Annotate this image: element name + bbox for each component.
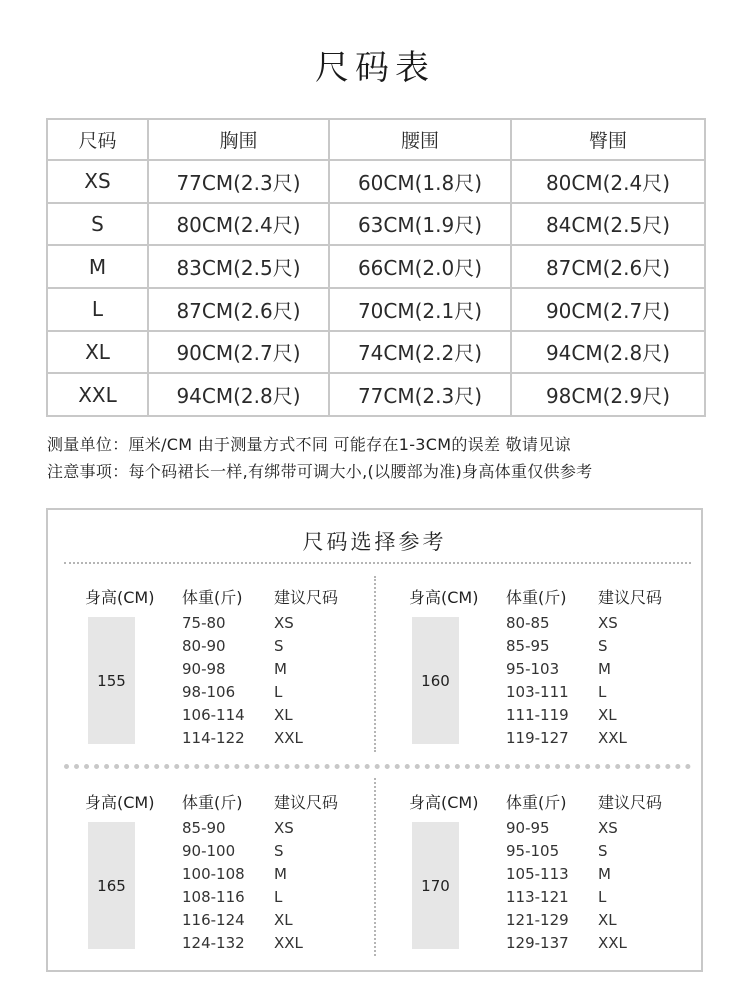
reference-group-165 xyxy=(68,785,378,965)
weight-range: 75-80 xyxy=(182,614,226,632)
weight-range: 121-129 xyxy=(506,911,569,929)
weight-range: 90-95 xyxy=(506,819,550,837)
cell-hip: 94CM(2.8尺) xyxy=(511,331,705,374)
cell-waist: 60CM(1.8尺) xyxy=(329,160,511,203)
cell-chest: 87CM(2.6尺) xyxy=(148,288,329,331)
cell-waist: 77CM(2.3尺) xyxy=(329,373,511,416)
recommended-size: XXL xyxy=(598,729,627,747)
weight-range: 90-98 xyxy=(182,660,226,678)
caution-note: 注意事项：每个码裙长一样,有绑带可调大小,(以腰部为准)身高体重仅供参考 xyxy=(47,462,593,481)
size-header: 建议尺码 xyxy=(598,588,663,607)
recommended-size: L xyxy=(274,888,283,906)
cell-size: XS xyxy=(47,160,148,203)
weight-range: 85-90 xyxy=(182,819,226,837)
recommended-size: XL xyxy=(274,706,293,724)
height-header: 身高(CM) xyxy=(85,588,155,607)
height-value: 170 xyxy=(412,822,459,949)
weight-range: 114-122 xyxy=(182,729,245,747)
weight-range: 90-100 xyxy=(182,842,236,860)
table-row xyxy=(47,373,705,416)
size-reference-panel xyxy=(46,508,703,972)
header-waist: 腰围 xyxy=(329,119,511,160)
size-table xyxy=(46,118,706,417)
cell-chest: 90CM(2.7尺) xyxy=(148,331,329,374)
cell-waist: 66CM(2.0尺) xyxy=(329,245,511,288)
recommended-size: XL xyxy=(274,911,293,929)
cell-hip: 84CM(2.5尺) xyxy=(511,203,705,246)
cell-chest: 77CM(2.3尺) xyxy=(148,160,329,203)
reference-group-170 xyxy=(392,785,702,965)
weight-range: 95-103 xyxy=(506,660,560,678)
cell-size: L xyxy=(47,288,148,331)
height-header: 身高(CM) xyxy=(85,793,155,812)
table-row xyxy=(47,288,705,331)
cell-chest: 80CM(2.4尺) xyxy=(148,203,329,246)
divider xyxy=(64,562,691,564)
weight-header: 体重(斤) xyxy=(182,793,243,812)
weight-header: 体重(斤) xyxy=(182,588,243,607)
reference-title: 尺码选择参考 xyxy=(302,530,447,554)
cell-hip: 90CM(2.7尺) xyxy=(511,288,705,331)
weight-range: 129-137 xyxy=(506,934,569,952)
divider xyxy=(64,764,691,769)
header-hip: 臀围 xyxy=(511,119,705,160)
recommended-size: XS xyxy=(274,614,294,632)
header-size: 尺码 xyxy=(47,119,148,160)
weight-range: 80-90 xyxy=(182,637,226,655)
weight-range: 105-113 xyxy=(506,865,569,883)
weight-header: 体重(斤) xyxy=(506,588,567,607)
cell-waist: 70CM(2.1尺) xyxy=(329,288,511,331)
recommended-size: XS xyxy=(598,614,618,632)
recommended-size: L xyxy=(598,683,607,701)
recommended-size: XXL xyxy=(274,934,303,952)
measurement-note: 测量单位：厘米/CM 由于测量方式不同 可能存在1-3CM的误差 敬请见谅 xyxy=(47,435,571,454)
weight-range: 100-108 xyxy=(182,865,245,883)
table-row xyxy=(47,160,705,203)
weight-range: 80-85 xyxy=(506,614,550,632)
size-header: 建议尺码 xyxy=(598,793,663,812)
recommended-size: L xyxy=(274,683,283,701)
size-header: 建议尺码 xyxy=(274,588,339,607)
weight-range: 95-105 xyxy=(506,842,560,860)
height-value: 165 xyxy=(88,822,135,949)
cell-hip: 80CM(2.4尺) xyxy=(511,160,705,203)
recommended-size: M xyxy=(274,865,287,883)
weight-range: 119-127 xyxy=(506,729,569,747)
page-title: 尺码表 xyxy=(315,48,435,88)
recommended-size: XXL xyxy=(274,729,303,747)
weight-range: 103-111 xyxy=(506,683,569,701)
cell-size: XXL xyxy=(47,373,148,416)
weight-range: 85-95 xyxy=(506,637,550,655)
cell-chest: 94CM(2.8尺) xyxy=(148,373,329,416)
recommended-size: XL xyxy=(598,911,617,929)
weight-range: 98-106 xyxy=(182,683,236,701)
recommended-size: S xyxy=(598,842,608,860)
table-header-row xyxy=(47,119,705,160)
weight-range: 116-124 xyxy=(182,911,245,929)
recommended-size: L xyxy=(598,888,607,906)
cell-waist: 63CM(1.9尺) xyxy=(329,203,511,246)
recommended-size: S xyxy=(598,637,608,655)
recommended-size: M xyxy=(598,865,611,883)
size-header: 建议尺码 xyxy=(274,793,339,812)
cell-size: XL xyxy=(47,331,148,374)
cell-size: M xyxy=(47,245,148,288)
table-row xyxy=(47,245,705,288)
weight-range: 108-116 xyxy=(182,888,245,906)
recommended-size: XL xyxy=(598,706,617,724)
cell-hip: 98CM(2.9尺) xyxy=(511,373,705,416)
header-chest: 胸围 xyxy=(148,119,329,160)
weight-range: 113-121 xyxy=(506,888,569,906)
height-value: 160 xyxy=(412,617,459,744)
reference-group-160 xyxy=(392,580,702,760)
recommended-size: S xyxy=(274,637,284,655)
cell-waist: 74CM(2.2尺) xyxy=(329,331,511,374)
cell-chest: 83CM(2.5尺) xyxy=(148,245,329,288)
weight-header: 体重(斤) xyxy=(506,793,567,812)
table-row xyxy=(47,331,705,374)
height-header: 身高(CM) xyxy=(409,588,479,607)
recommended-size: XXL xyxy=(598,934,627,952)
recommended-size: XS xyxy=(274,819,294,837)
cell-size: S xyxy=(47,203,148,246)
cell-hip: 87CM(2.6尺) xyxy=(511,245,705,288)
recommended-size: XS xyxy=(598,819,618,837)
recommended-size: M xyxy=(274,660,287,678)
recommended-size: M xyxy=(598,660,611,678)
recommended-size: S xyxy=(274,842,284,860)
table-row xyxy=(47,203,705,246)
height-header: 身高(CM) xyxy=(409,793,479,812)
weight-range: 111-119 xyxy=(506,706,569,724)
weight-range: 124-132 xyxy=(182,934,245,952)
height-value: 155 xyxy=(88,617,135,744)
weight-range: 106-114 xyxy=(182,706,245,724)
reference-group-155 xyxy=(68,580,378,760)
